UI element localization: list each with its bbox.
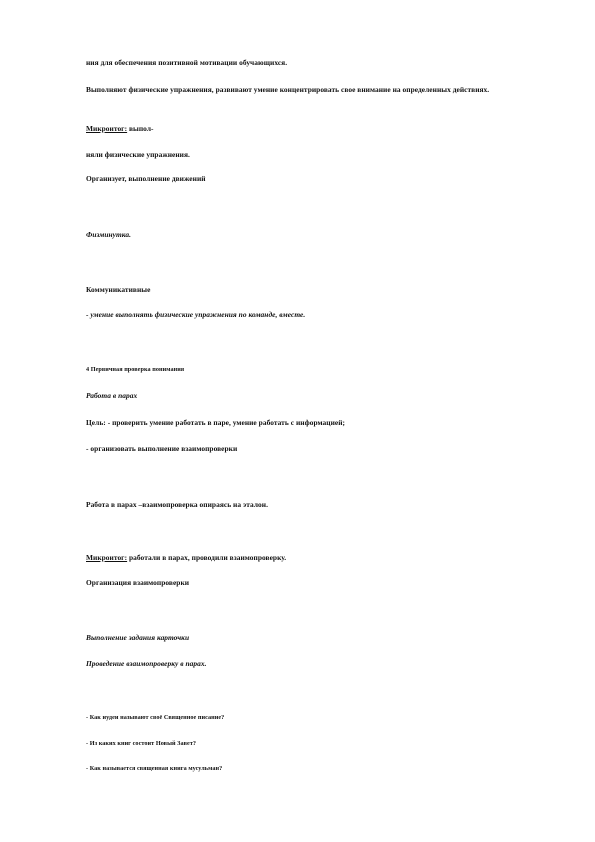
question-1: - Как иудеи называют своё Священное писание? xyxy=(86,714,225,721)
communicative-heading: Коммуникативные xyxy=(86,285,151,294)
microitog-text: выпол- xyxy=(127,124,154,133)
microitog-line-1 xyxy=(86,124,535,134)
text-line-4: няли физические упражнения. xyxy=(86,150,190,159)
section-4-heading: 4 Первичная проверка понимания xyxy=(86,366,185,373)
text-line-2: Выполняют физические упражнения, развивают умение концентрировать свое внимание на определенных действиях. xyxy=(86,85,490,94)
question-3: - Как называется священная книга мусульман? xyxy=(86,765,223,772)
fizminutka-heading: Физминутка. xyxy=(86,230,132,239)
microitog-label: Микроитог: xyxy=(86,124,128,133)
text-line-8: - умение выполнять физические упражнения по команде, вместе. xyxy=(86,310,306,319)
microitog-text: работали в парах, проводили взаимопроверку. xyxy=(127,553,287,562)
microitog-line-2 xyxy=(86,553,535,563)
text-line-17: Проведение взаимопроверку в парах. xyxy=(86,659,207,668)
microitog-label: Микроитог: xyxy=(86,553,128,562)
text-line-13: Работа в парах –взаимопроверка опираясь на эталон. xyxy=(86,500,268,509)
text-line-5: Организует, выполнение движений xyxy=(86,174,206,183)
text-line-15: Организация взаимопроверки xyxy=(86,578,190,587)
text-line-12: - организовать выполнение взаимопроверки xyxy=(86,444,238,453)
card-task-heading: Выполнение задания карточки xyxy=(86,633,190,642)
pair-work-heading: Работа в парах xyxy=(86,391,138,400)
text-line-1: ния для обеспечения позитивной мотивации обучающихся. xyxy=(86,58,288,67)
goal-line: Цель: - проверить умение работать в паре, умение работать с информацией; xyxy=(86,418,346,427)
question-2: - Из каких книг состоит Новый Завет? xyxy=(86,740,197,747)
